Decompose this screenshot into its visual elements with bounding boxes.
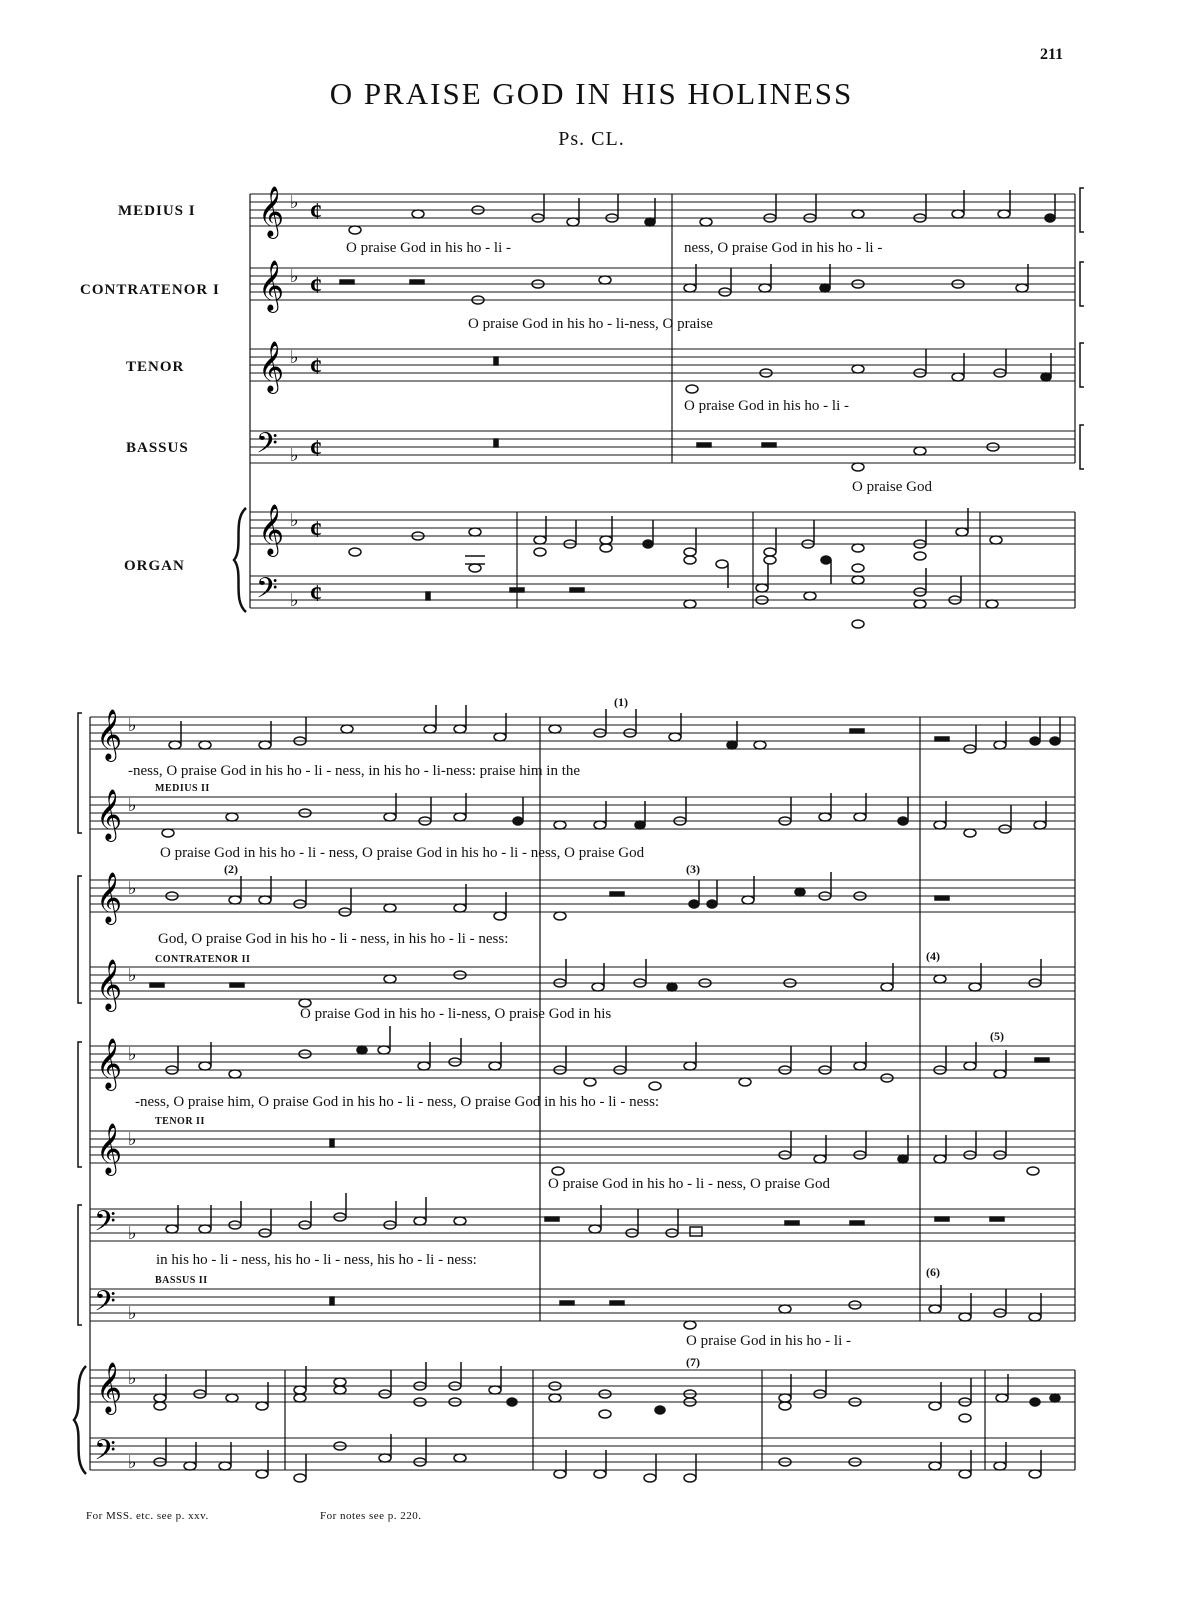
- footnote-notes: For notes see p. 220.: [320, 1510, 422, 1522]
- lyrics-system-2-bassus-i: in his ho - li - ness, his ho - li - ness, his ho - li - ness:: [156, 1252, 477, 1268]
- svg-text:♭: ♭: [128, 1223, 137, 1243]
- notes-organ: [349, 508, 1002, 628]
- part-label-organ: ORGAN: [124, 558, 185, 574]
- organ-brace: [74, 1366, 86, 1474]
- editorial-mark: (3): [686, 862, 700, 876]
- lyrics-bassus: O praise God: [852, 479, 932, 495]
- staff-organ-upper: [250, 512, 1075, 544]
- svg-text:♭: ♭: [290, 590, 299, 610]
- svg-text:¢: ¢: [310, 199, 322, 225]
- svg-text:¢: ¢: [310, 273, 322, 299]
- lyrics-system-2-medius-ii: O praise God in his ho - li - ness, O praise God in his ho - li - ness, O praise God: [160, 845, 645, 861]
- svg-text:♭: ♭: [128, 1452, 137, 1472]
- staff-medius-i: [250, 194, 1075, 226]
- lyrics-system-2-tenor-ii: O praise God in his ho - li - ness, O praise God: [548, 1176, 831, 1192]
- staff-tenor: [250, 349, 1075, 381]
- svg-text:♭: ♭: [128, 965, 137, 985]
- svg-text:𝄢: 𝄢: [94, 1436, 116, 1473]
- part-label-medius-ii: MEDIUS II: [155, 783, 210, 794]
- footnote-sources: For MSS. etc. see p. xxv.: [86, 1510, 209, 1522]
- part-label-bassus-ii: BASSUS II: [155, 1275, 208, 1286]
- editorial-mark: (4): [926, 949, 940, 963]
- lyrics-system-2-tenor-i: -ness, O praise him, O praise God in his ho - li - ness, O praise God in his ho - li - ness:: [135, 1094, 660, 1110]
- svg-text:♭: ♭: [290, 192, 299, 212]
- bass-clef-icon: 𝄢: [256, 574, 278, 611]
- editorial-mark: (6): [926, 1265, 940, 1279]
- svg-text:𝄢: 𝄢: [94, 1287, 116, 1324]
- svg-text:♭: ♭: [128, 795, 137, 815]
- svg-text:♭: ♭: [290, 347, 299, 367]
- svg-text:♭: ♭: [128, 715, 137, 735]
- lyrics-medius-i-line-2: ness, O praise God in his ho - li -: [684, 240, 883, 256]
- svg-text:♭: ♭: [128, 1368, 137, 1388]
- svg-text:♭: ♭: [290, 510, 299, 530]
- treble-clef-icon: 𝄞: [258, 505, 285, 554]
- psalm-reference: Ps. CL.: [558, 128, 625, 150]
- end-brackets: [1080, 188, 1084, 469]
- svg-text:♭: ♭: [128, 1044, 137, 1064]
- editorial-mark: (5): [990, 1029, 1004, 1043]
- part-label-bassus: BASSUS: [126, 440, 189, 456]
- page-number: 211: [1040, 46, 1064, 63]
- organ-brace: [234, 508, 246, 612]
- notes-medius-i: [349, 190, 1055, 234]
- svg-text:𝄞: 𝄞: [96, 960, 123, 1009]
- svg-text:𝄞: 𝄞: [96, 710, 123, 759]
- lyrics-contratenor-i: O praise God in his ho - li-ness, O praise: [468, 316, 713, 332]
- lyrics-tenor: O praise God in his ho - li -: [684, 398, 849, 414]
- bass-clef-icon: 𝄢: [256, 429, 278, 466]
- cut-time-icon: [310, 199, 322, 607]
- editorial-mark: (2): [224, 862, 238, 876]
- notes-tenor: [494, 349, 1051, 393]
- lyrics-medius-i-line-1: O praise God in his ho - li -: [346, 240, 511, 256]
- treble-clef-icon: 𝄞: [258, 187, 285, 236]
- treble-clef-icon: 𝄞: [258, 342, 285, 391]
- part-label-contratenor-ii: CONTRATENOR II: [155, 954, 251, 965]
- svg-text:𝄞: 𝄞: [96, 1039, 123, 1088]
- svg-text:¢: ¢: [310, 517, 322, 543]
- flat-key-signature-icon: [290, 192, 299, 610]
- svg-text:𝄞: 𝄞: [96, 1363, 123, 1412]
- treble-clef-icon: 𝄞: [258, 261, 285, 310]
- bass-clef-icon: [94, 1207, 116, 1473]
- svg-text:♭: ♭: [290, 445, 299, 465]
- staff-bassus: [250, 431, 1075, 463]
- part-label-tenor: TENOR: [126, 359, 185, 375]
- part-label-tenor-ii: TENOR II: [155, 1116, 205, 1127]
- lyrics-system-2-contratenor-ii: O praise God in his ho - li-ness, O praise God in his: [300, 1006, 612, 1022]
- system-2: [74, 695, 1075, 1482]
- system-1: [234, 187, 1084, 628]
- svg-text:𝄢: 𝄢: [94, 1207, 116, 1244]
- system-2-brackets: [78, 713, 82, 1325]
- barlines-system-1: [250, 194, 1075, 608]
- lyrics-system-2-bassus-ii: O praise God in his ho - li -: [686, 1333, 851, 1349]
- svg-text:¢: ¢: [310, 581, 322, 607]
- svg-text:♭: ♭: [128, 878, 137, 898]
- svg-text:¢: ¢: [310, 436, 322, 462]
- svg-text:¢: ¢: [310, 354, 322, 380]
- piece-title: O PRAISE GOD IN HIS HOLINESS: [329, 76, 854, 111]
- lyrics-system-2-medius-i: -ness, O praise God in his ho - li - ness, in his ho - li-ness: praise him in the: [128, 763, 581, 779]
- svg-text:𝄞: 𝄞: [96, 873, 123, 922]
- svg-text:♭: ♭: [128, 1303, 137, 1323]
- part-label-medius-i: MEDIUS I: [118, 203, 196, 219]
- svg-text:𝄞: 𝄞: [96, 790, 123, 839]
- svg-text:♭: ♭: [290, 266, 299, 286]
- part-label-contratenor-i: CONTRATENOR I: [80, 282, 220, 298]
- svg-text:♭: ♭: [128, 1129, 137, 1149]
- svg-text:𝄞: 𝄞: [96, 1124, 123, 1173]
- editorial-mark: (1): [614, 695, 628, 709]
- editorial-mark: (7): [686, 1355, 700, 1369]
- lyrics-system-2-contratenor-i: God, O praise God in his ho - li - ness, in his ho - li - ness:: [158, 931, 509, 947]
